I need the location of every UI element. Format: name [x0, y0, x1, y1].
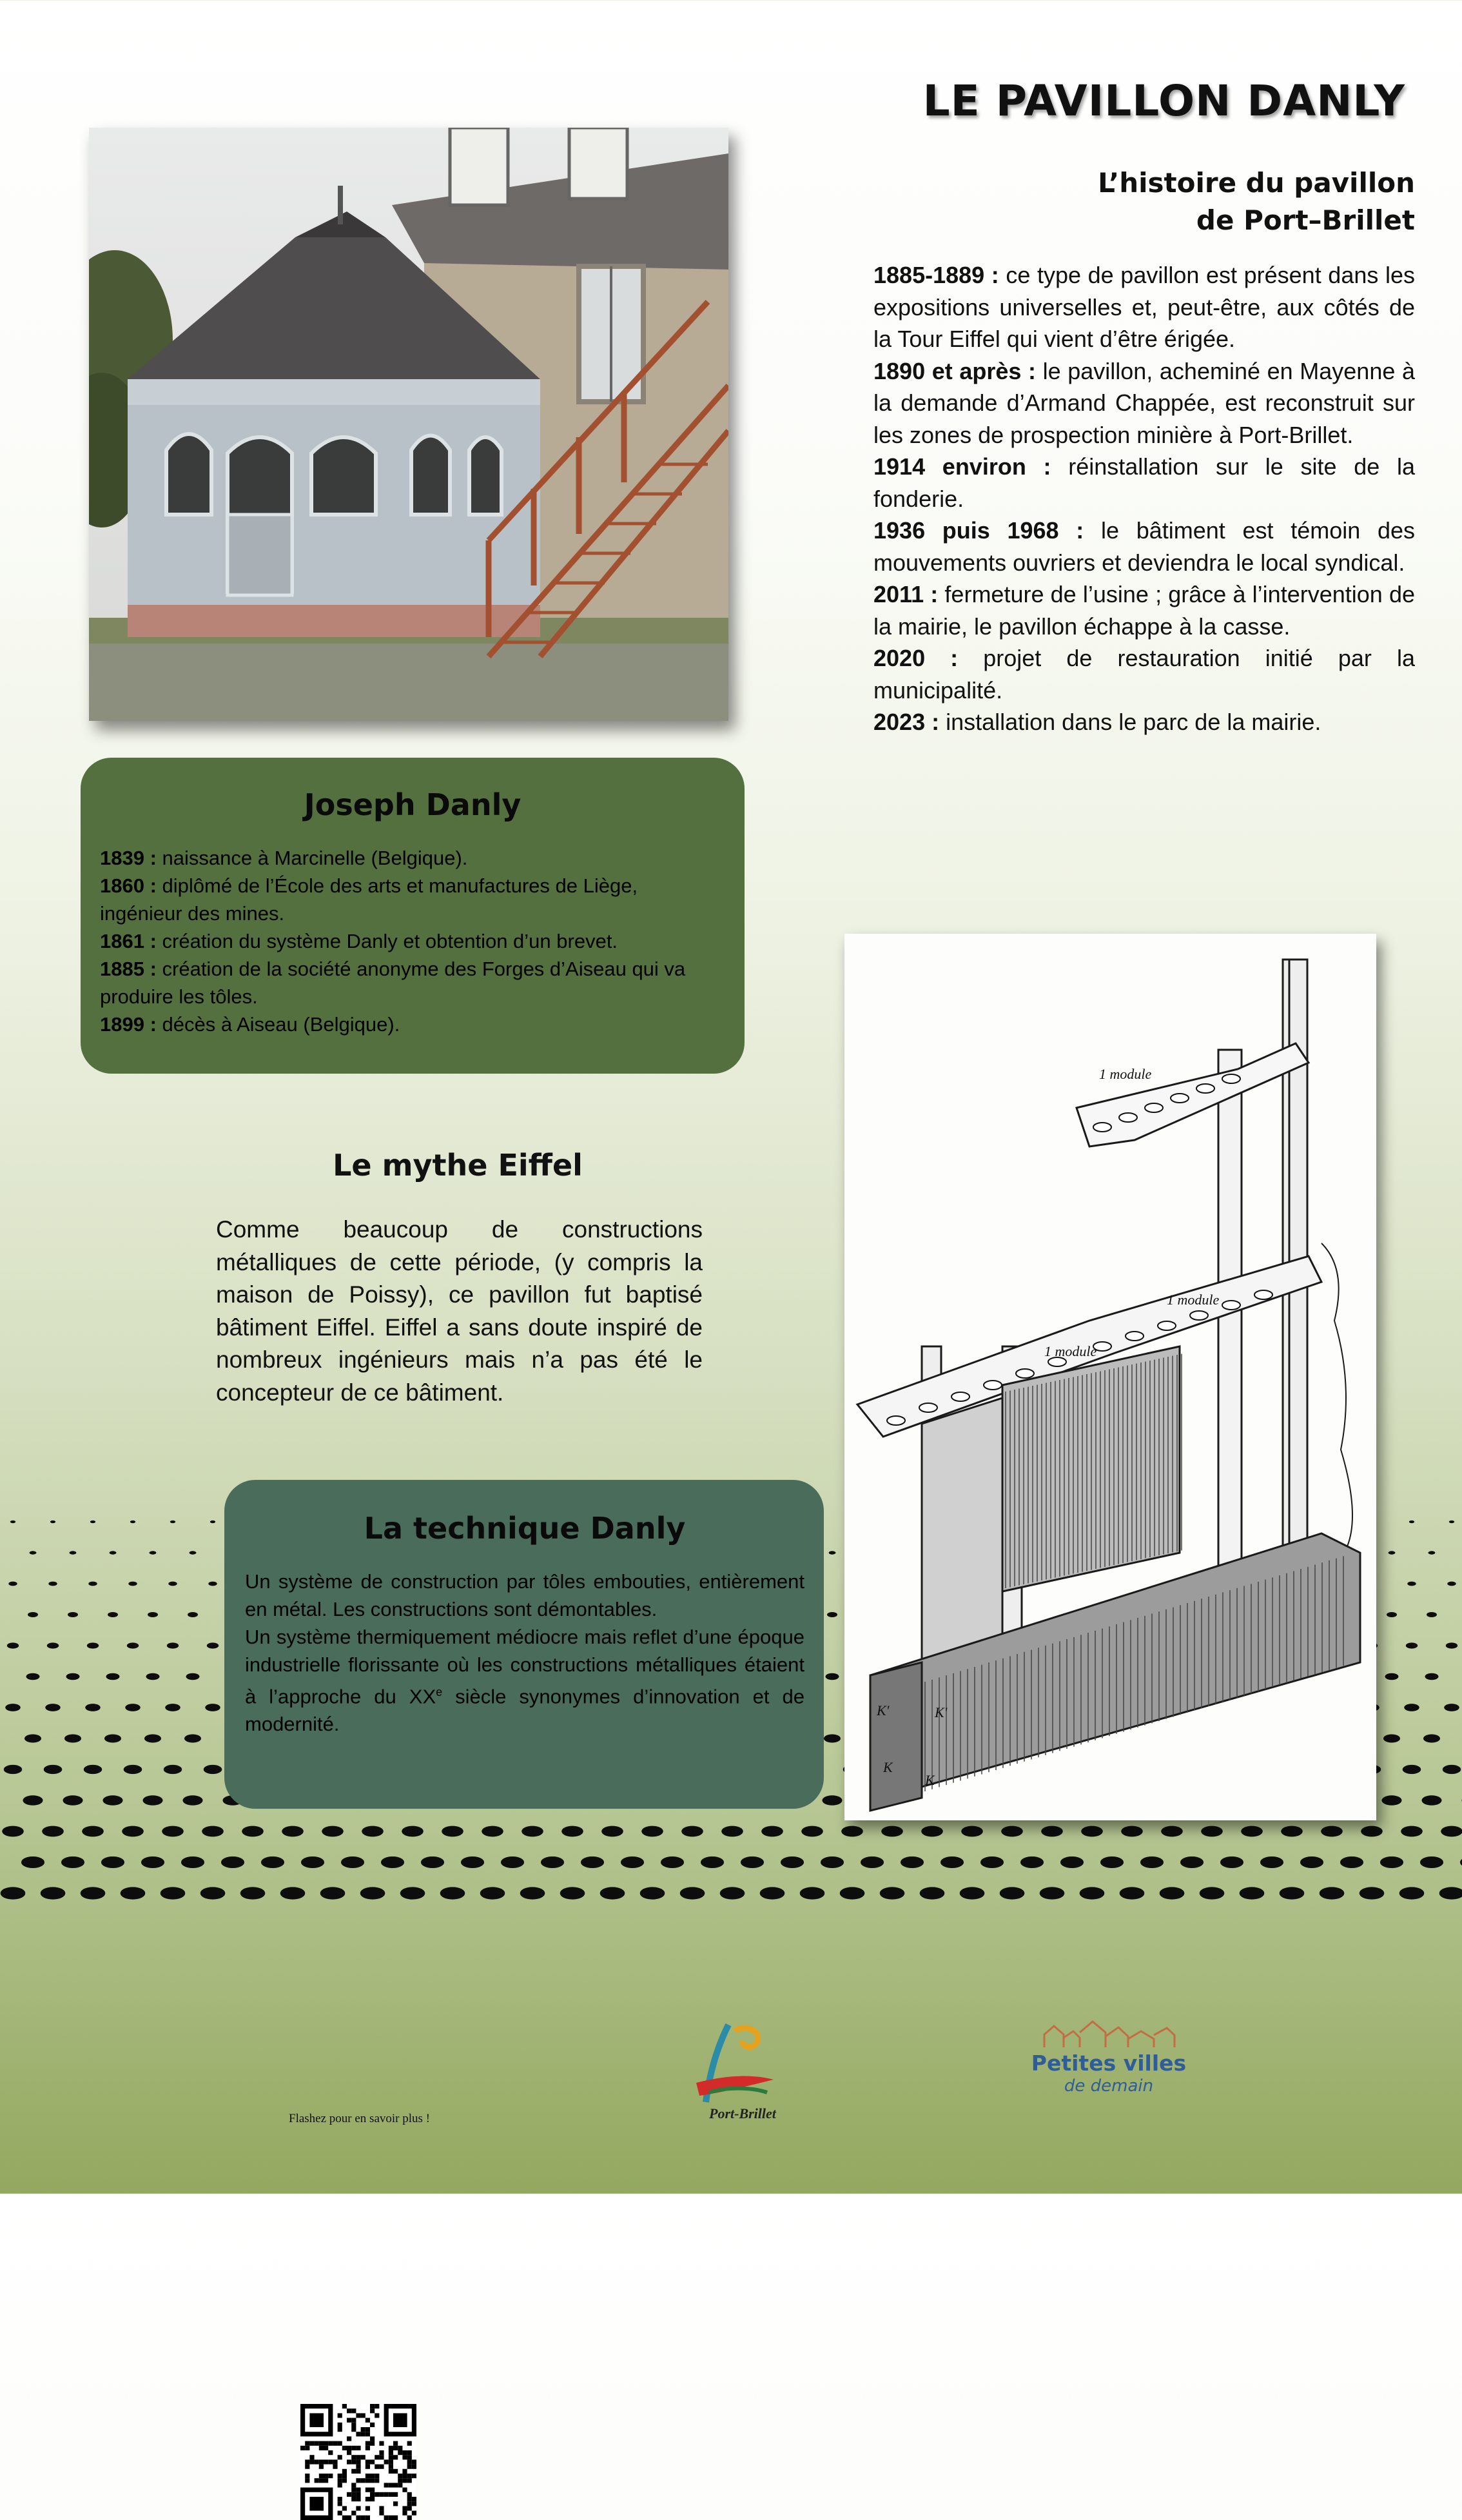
decorative-dot — [741, 1856, 764, 1868]
history-text: ce type de pavillon est présent dans les expositions universelles et, peut-être, aux côtés de la Tour Eiffel qui vient d’être érigée. — [873, 262, 1416, 352]
eiffel-title: Le mythe Eiffel — [333, 1148, 583, 1183]
decorative-dot — [1421, 1795, 1441, 1806]
drawing-label: 1 module — [1099, 1066, 1152, 1082]
decorative-dot — [840, 1887, 865, 1899]
decorative-dot — [261, 1856, 284, 1868]
decorative-dot — [861, 1856, 884, 1868]
decorative-dot — [1200, 1887, 1225, 1899]
decorative-dot — [42, 1826, 64, 1837]
decorative-dot — [480, 1887, 505, 1899]
decorative-dot — [1425, 1673, 1439, 1680]
decorative-dot — [130, 1521, 135, 1523]
decorative-dot — [200, 1887, 226, 1899]
decorative-dot — [50, 1521, 55, 1523]
decorative-dot — [661, 1856, 684, 1868]
decorative-dot — [240, 1887, 266, 1899]
decorative-dot — [821, 1856, 844, 1868]
decorative-dot — [1041, 1826, 1063, 1837]
decorative-dot — [1389, 1551, 1396, 1554]
port-brillet-logo-text: Port-Brillet — [709, 2105, 776, 2121]
decorative-dot — [23, 1795, 43, 1806]
decorative-dot — [28, 1612, 38, 1617]
decorative-dot — [600, 1887, 625, 1899]
decorative-dot — [521, 1826, 543, 1837]
decorative-dot — [144, 1734, 161, 1742]
decorative-dot — [88, 1582, 97, 1586]
decorative-dot — [341, 1856, 364, 1868]
decorative-dot — [68, 1612, 78, 1617]
history-entry — [873, 259, 1415, 355]
decorative-dot — [1240, 1887, 1265, 1899]
decorative-dot — [1280, 1887, 1305, 1899]
decorative-dot — [282, 1826, 304, 1837]
joseph-danly-title: Joseph Danly — [304, 787, 521, 822]
decorative-dot — [45, 1704, 61, 1711]
decorative-dot — [48, 1582, 57, 1586]
qr-code[interactable] — [300, 2404, 416, 2520]
decorative-dot — [1120, 1887, 1145, 1899]
decorative-dot — [90, 1521, 95, 1523]
decorative-dot — [941, 1856, 964, 1868]
history-text: installation dans le parc de la mairie. — [939, 709, 1321, 735]
decorative-dot — [150, 1551, 157, 1554]
decorative-dot — [41, 1887, 66, 1899]
decorative-dot — [221, 1856, 244, 1868]
decorative-dot — [601, 1826, 623, 1837]
decorative-dot — [800, 1887, 825, 1899]
decorative-dot — [501, 1856, 524, 1868]
decorative-dot — [30, 1551, 37, 1554]
technique-paragraph: Un système de construction par tôles embouties, entièrement en métal. Les constructions sont démontables. — [245, 1570, 804, 1620]
decorative-dot — [1446, 1642, 1457, 1648]
decorative-dot — [1428, 1551, 1436, 1554]
decorative-dot — [920, 1887, 945, 1899]
pavilion-photo — [89, 128, 728, 721]
decorative-dot — [360, 1887, 385, 1899]
decorative-dot — [381, 1856, 404, 1868]
decorative-dot — [1100, 1856, 1124, 1868]
decorative-dot — [104, 1734, 121, 1742]
decorative-dot — [1441, 1826, 1462, 1837]
decorative-dot — [128, 1582, 137, 1586]
decorative-dot — [190, 1551, 197, 1554]
decorative-dot — [184, 1734, 201, 1742]
decorative-dot — [1404, 1704, 1419, 1711]
drawing-label: K' — [877, 1702, 890, 1718]
decorative-dot — [146, 1673, 160, 1680]
decorative-dot — [680, 1887, 705, 1899]
decorative-dot — [1361, 1826, 1383, 1837]
history-text: réinstallation sur le site de la fonderie. — [873, 453, 1415, 512]
decorative-dot — [1423, 1734, 1440, 1742]
decorative-dot — [829, 1551, 836, 1554]
decorative-dot — [1360, 1887, 1385, 1899]
decorative-dot — [720, 1887, 745, 1899]
decorative-dot — [980, 1856, 1004, 1868]
decorative-dot — [681, 1826, 703, 1837]
decorative-dot — [186, 1673, 200, 1680]
decorative-dot — [85, 1704, 101, 1711]
history-timeline — [873, 259, 1415, 738]
history-text: fermeture de l’usine ; grâce à l’intervention de la mairie, le pavillon échappe à la casse. — [873, 581, 1416, 640]
decorative-dot — [1180, 1856, 1204, 1868]
decorative-dot — [162, 1826, 184, 1837]
decorative-dot — [4, 1765, 23, 1774]
decorative-dot — [280, 1887, 306, 1899]
decorative-dot — [1201, 1826, 1223, 1837]
list-item: 1839 : naissance à Marcinelle (Belgique). — [100, 847, 468, 869]
decorative-dot — [461, 1856, 484, 1868]
history-subtitle-line2: de Port–Brillet — [1196, 204, 1415, 236]
history-entry — [873, 515, 1415, 578]
petites-villes-logo-skyline — [1031, 2012, 1186, 2051]
decorative-dot — [1, 1887, 26, 1899]
decorative-dot — [101, 1856, 124, 1868]
decorative-dot — [1321, 1826, 1343, 1837]
decorative-dot — [641, 1826, 663, 1837]
list-item: 1860 : diplômé de l’École des arts et manufactures de Liège, ingénieur des mines. — [100, 874, 638, 925]
decorative-dot — [1406, 1642, 1418, 1648]
decorative-dot — [44, 1765, 63, 1774]
decorative-dot — [760, 1887, 785, 1899]
decorative-dot — [1000, 1887, 1025, 1899]
decorative-dot — [205, 1704, 220, 1711]
decorative-dot — [1241, 1826, 1263, 1837]
technique-danly-box — [224, 1480, 824, 1809]
decorative-dot — [1340, 1856, 1363, 1868]
decorative-dot — [822, 1795, 842, 1806]
history-date: 1914 environ : — [873, 453, 1051, 480]
decorative-dot — [1140, 1856, 1164, 1868]
decorative-dot — [1281, 1826, 1303, 1837]
decorative-dot — [5, 1704, 21, 1711]
history-date: 1936 puis 1968 : — [873, 517, 1084, 544]
decorative-dot — [202, 1826, 224, 1837]
history-entry — [873, 355, 1415, 451]
decorative-dot — [561, 1826, 583, 1837]
history-entry — [873, 642, 1415, 706]
history-date: 1885-1889 : — [873, 262, 999, 288]
decorative-dot — [10, 1521, 15, 1523]
decorative-dot — [124, 1765, 142, 1774]
decorative-dot — [87, 1642, 99, 1648]
decorative-dot — [440, 1887, 465, 1899]
history-date: 2011 : — [873, 581, 939, 607]
decorative-dot — [1447, 1582, 1456, 1586]
decorative-dot — [921, 1826, 943, 1837]
history-subtitle — [935, 164, 1415, 239]
decorative-dot — [1220, 1856, 1243, 1868]
decorative-dot — [142, 1795, 162, 1806]
decorative-dot — [881, 1826, 903, 1837]
decorative-dot — [1444, 1704, 1459, 1711]
petites-villes-logo-title: Petites villes — [1031, 2051, 1187, 2076]
petites-villes-logo-subtitle: de demain — [1064, 2076, 1154, 2096]
decorative-dot — [82, 1826, 104, 1837]
decorative-dot — [182, 1795, 202, 1806]
decorative-dot — [122, 1826, 144, 1837]
decorative-dot — [188, 1612, 198, 1617]
list-item: 1899 : décès à Aiseau (Belgique). — [100, 1013, 400, 1036]
decorative-dot — [168, 1582, 177, 1586]
port-brillet-logo — [670, 2012, 786, 2128]
technique-danly-title: La technique Danly — [364, 1511, 686, 1546]
decorative-dot — [621, 1856, 644, 1868]
history-text: projet de restauration initié par la municipalité. — [873, 645, 1415, 704]
decorative-dot — [1260, 1856, 1283, 1868]
decorative-dot — [322, 1826, 344, 1837]
decorative-dot — [880, 1887, 905, 1899]
drawing-label: K — [925, 1772, 935, 1788]
decorative-dot — [84, 1765, 102, 1774]
decorative-dot — [106, 1673, 120, 1680]
decorative-dot — [1161, 1826, 1183, 1837]
technical-drawing — [844, 934, 1376, 1820]
history-date: 1890 et après : — [873, 357, 1036, 384]
eiffel-body: Comme beaucoup de constructions métalliques de cette période, (y compris la maison de Poissy), ce pavillon fut baptisé bâtiment Eiffel. Eiffel a sans doute inspiré de nombreux ingénieurs mais n’a pas été le concepteur de ce bâtiment. — [216, 1216, 703, 1406]
decorative-dot — [1020, 1856, 1044, 1868]
decorative-dot — [560, 1887, 585, 1899]
decorative-dot — [1427, 1612, 1437, 1617]
decorative-dot — [207, 1642, 219, 1648]
decorative-dot — [170, 1521, 175, 1523]
decorative-dot — [901, 1856, 924, 1868]
decorative-dot — [1001, 1826, 1023, 1837]
decorative-dot — [1081, 1826, 1103, 1837]
decorative-dot — [7, 1642, 19, 1648]
decorative-dot — [701, 1856, 724, 1868]
decorative-dot — [1380, 1856, 1403, 1868]
joseph-danly-box — [81, 758, 745, 1074]
decorative-dot — [66, 1673, 80, 1680]
decorative-dot — [1060, 1856, 1084, 1868]
decorative-dot — [1381, 1795, 1401, 1806]
decorative-dot — [421, 1856, 444, 1868]
list-item: 1861 : création du système Danly et obtention d’un brevet. — [100, 930, 618, 952]
history-text: le pavillon, acheminé en Mayenne à la demande d’Armand Chappée, est reconstruit sur les zones de prospection minière à Port-Brillet. — [873, 357, 1415, 448]
drawing-label: 1 module — [1044, 1343, 1097, 1359]
decorative-dot — [24, 1734, 41, 1742]
decorative-dot — [442, 1826, 463, 1837]
technique-danly-body — [245, 1568, 804, 1738]
history-entry — [873, 706, 1415, 738]
decorative-dot — [148, 1612, 158, 1617]
decorative-dot — [70, 1551, 77, 1554]
decorative-dot — [761, 1826, 783, 1837]
decorative-dot — [961, 1826, 983, 1837]
decorative-dot — [482, 1826, 503, 1837]
decorative-dot — [1383, 1734, 1400, 1742]
decorative-dot — [165, 1704, 180, 1711]
qr-caption: Flashez pour en savoir plus ! — [289, 2112, 430, 2125]
decorative-dot — [81, 1887, 106, 1899]
decorative-dot — [242, 1826, 264, 1837]
history-date: 2020 : — [873, 645, 959, 671]
decorative-dot — [47, 1642, 59, 1648]
decorative-dot — [63, 1795, 83, 1806]
history-text: le bâtiment est témoin des mouvements ouvriers et deviendra le local syndical. — [873, 517, 1416, 576]
decorative-dot — [208, 1582, 217, 1586]
decorative-dot — [110, 1551, 117, 1554]
decorative-dot — [541, 1856, 564, 1868]
decorative-dot — [204, 1765, 222, 1774]
decorative-dot — [1407, 1582, 1416, 1586]
decorative-dot — [1401, 1826, 1423, 1837]
decorative-dot — [21, 1856, 44, 1868]
decorative-dot — [801, 1826, 823, 1837]
decorative-dot — [141, 1856, 164, 1868]
decorative-dot — [1443, 1765, 1461, 1774]
decorative-dot — [1160, 1887, 1185, 1899]
drawing-label: 1 module — [1167, 1292, 1220, 1308]
decorative-dot — [827, 1612, 837, 1617]
decorative-dot — [581, 1856, 604, 1868]
decorative-dot — [121, 1887, 146, 1899]
technique-paragraph: Un système thermiquement médiocre mais reflet d’une époque industrielle florissante où les constructions métalliques étaient à l’approche du XXe siècle synonymes d’innovation et de modernité. — [245, 1626, 804, 1736]
decorative-dot — [400, 1887, 425, 1899]
decorative-dot — [1449, 1521, 1454, 1523]
decorative-dot — [1040, 1887, 1065, 1899]
decorative-dot — [26, 1673, 40, 1680]
decorative-dot — [320, 1887, 346, 1899]
decorative-dot — [64, 1734, 81, 1742]
decorative-dot — [1385, 1673, 1399, 1680]
drawing-label: K' — [935, 1704, 948, 1720]
decorative-dot — [102, 1795, 122, 1806]
decorative-dot — [520, 1887, 545, 1899]
decorative-dot — [210, 1521, 215, 1523]
decorative-dot — [161, 1887, 186, 1899]
decorative-dot — [824, 1734, 841, 1742]
decorative-dot — [1409, 1521, 1414, 1523]
decorative-dot — [301, 1856, 324, 1868]
decorative-dot — [960, 1887, 985, 1899]
decorative-dot — [1439, 1887, 1462, 1899]
decorative-dot — [841, 1826, 863, 1837]
decorative-dot — [1403, 1765, 1421, 1774]
decorative-dot — [181, 1856, 204, 1868]
decorative-dot — [640, 1887, 665, 1899]
history-date: 2023 : — [873, 709, 940, 735]
list-item: 1885 : création de la société anonyme des Forges d’Aiseau qui va produire les tôles. — [100, 958, 686, 1008]
history-subtitle-line1: L’histoire du pavillon — [1098, 167, 1415, 199]
decorative-dot — [1300, 1856, 1323, 1868]
decorative-dot — [61, 1856, 84, 1868]
decorative-dot — [108, 1612, 118, 1617]
history-entry — [873, 451, 1415, 515]
decorative-dot — [1320, 1887, 1345, 1899]
decorative-dot — [8, 1582, 17, 1586]
joseph-danly-list — [100, 844, 725, 1038]
decorative-dot — [167, 1642, 179, 1648]
decorative-dot — [1080, 1887, 1105, 1899]
decorative-dot — [1121, 1826, 1143, 1837]
decorative-dot — [2, 1826, 24, 1837]
decorative-dot — [1420, 1856, 1443, 1868]
history-entry — [873, 578, 1415, 642]
decorative-dot — [721, 1826, 743, 1837]
decorative-dot — [1399, 1887, 1425, 1899]
decorative-dot — [402, 1826, 424, 1837]
decorative-dot — [826, 1673, 839, 1680]
decorative-dot — [1387, 1612, 1397, 1617]
decorative-dot — [127, 1642, 139, 1648]
decorative-dot — [125, 1704, 141, 1711]
page-title: LE PAVILLON DANLY — [922, 76, 1405, 126]
decorative-dot — [362, 1826, 384, 1837]
decorative-dot — [164, 1765, 182, 1774]
drawing-label: K — [883, 1759, 893, 1775]
decorative-dot — [781, 1856, 804, 1868]
